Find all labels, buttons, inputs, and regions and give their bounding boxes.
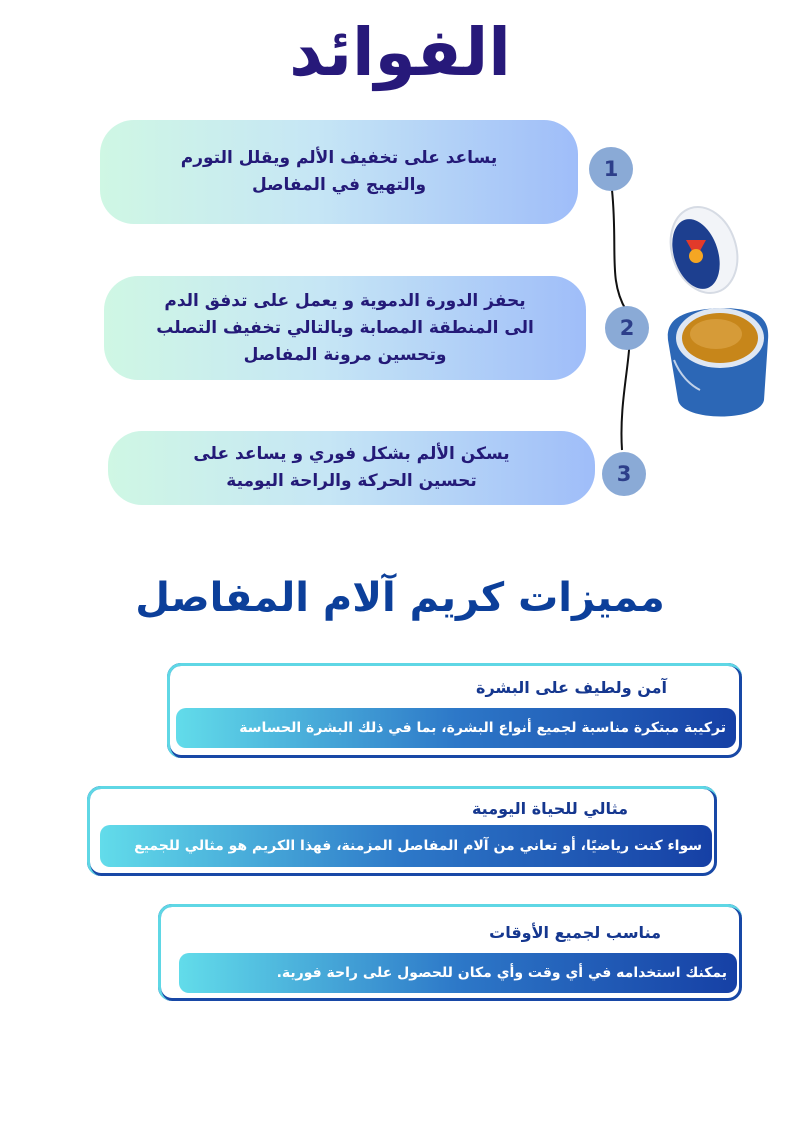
page-title: الفوائد xyxy=(289,14,511,91)
benefit-card-2 xyxy=(104,276,586,380)
section-title: مميزات كريم آلام المفاصل xyxy=(135,575,665,621)
feature-description: تركيبة مبتكرة مناسبة لجميع أنواع البشرة، بما في ذلك البشرة الحساسة xyxy=(176,708,736,748)
benefit-card-1 xyxy=(100,120,578,224)
feature-heading: آمن ولطيف على البشرة xyxy=(476,678,667,697)
benefit-text: يسكن الألم بشكل فوري و يساعد على تحسين الحركة والراحة اليومية xyxy=(193,444,510,491)
feature-card-3 xyxy=(158,904,742,1001)
cream-jar-icon xyxy=(660,200,775,430)
benefit-number-3: 3 xyxy=(602,452,646,496)
feature-heading: مناسب لجميع الأوقات xyxy=(489,923,661,942)
benefit-number-2: 2 xyxy=(605,306,649,350)
benefit-card-3 xyxy=(108,431,595,505)
feature-card-2 xyxy=(87,786,717,876)
feature-heading: مثالي للحياة اليومية xyxy=(471,799,628,818)
benefit-text: يساعد على تخفيف الألم ويقلل التورم والتهيج في المفاصل xyxy=(180,148,498,195)
feature-description: يمكنك استخدامه في أي وقت وأي مكان للحصول على راحة فورية. xyxy=(179,953,737,993)
feature-description: سواء كنت رياضيًا، أو تعاني من آلام المفاصل المزمنة، فهذا الكريم هو مثالي للجميع xyxy=(100,825,712,867)
benefit-number-1: 1 xyxy=(589,147,633,191)
benefit-text: يحفز الدورة الدموية و يعمل على تدفق الدم الى المنطقة المصابة وبالتالي تخفيف التصلب وتحسين مرونة المفاصل xyxy=(156,290,534,365)
feature-card-1 xyxy=(167,663,742,758)
